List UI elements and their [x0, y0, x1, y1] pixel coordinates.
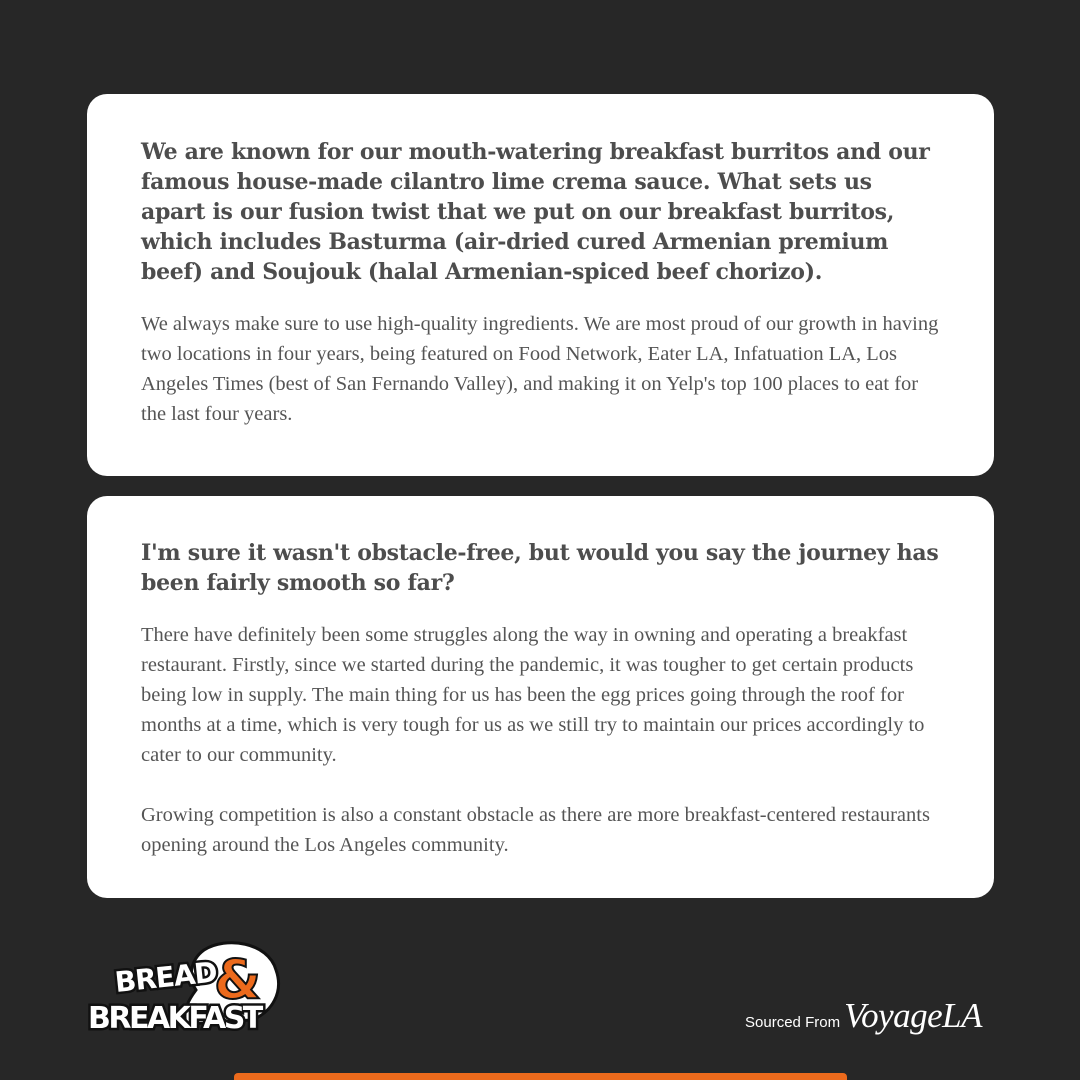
bread-and-breakfast-logo	[86, 940, 282, 1036]
card-body-paragraph-1: There have definitely been some struggles along the way in owning and operating a breakfast restaurant. Firstly, since we started during the pandemic, it was tougher to get certain products being low in supply. The main thing for us has been the egg prices going through the roof for months at a time, which is very tough for us as we still try to maintain our prices accordingly to cater to our community.	[141, 624, 925, 766]
source-credit	[745, 996, 982, 1036]
card-body: We always make sure to use high-quality ingredients. We are most proud of our growth in having two locations in four years, being featured on Food Network, Eater LA, Infatuation LA, Los Angeles Times (best of San Fernando Valley), and making it on Yelp's top 100 places to eat for the last four years.	[141, 313, 939, 425]
feature-card-2	[87, 496, 994, 898]
card-heading: I'm sure it wasn't obstacle-free, but would you say the journey has been fairly smooth so far?	[141, 540, 939, 596]
logo-ampersand: &	[214, 948, 262, 1011]
logo-graphic	[86, 940, 282, 1036]
card-body-paragraph-2: Growing competition is also a constant obstacle as there are more breakfast-centered restaurants opening around the Los Angeles community.	[141, 804, 930, 856]
accent-bar	[234, 1073, 847, 1080]
card-heading: We are known for our mouth-watering breakfast burritos and our famous house-made cilantro lime crema sauce. What sets us apart is our fusion twist that we put on our breakfast burritos, which includes Basturma (air-dried cured Armenian premium beef) and Soujouk (halal Armenian-spiced beef chorizo).	[141, 139, 930, 285]
source-label: Sourced From	[745, 1014, 841, 1031]
logo-word-bread: BREAD	[113, 955, 219, 999]
feature-card-1	[87, 94, 994, 476]
source-brand: VoyageLA	[844, 996, 982, 1035]
logo-word-breakfast: BREAKFAST	[88, 1001, 261, 1036]
